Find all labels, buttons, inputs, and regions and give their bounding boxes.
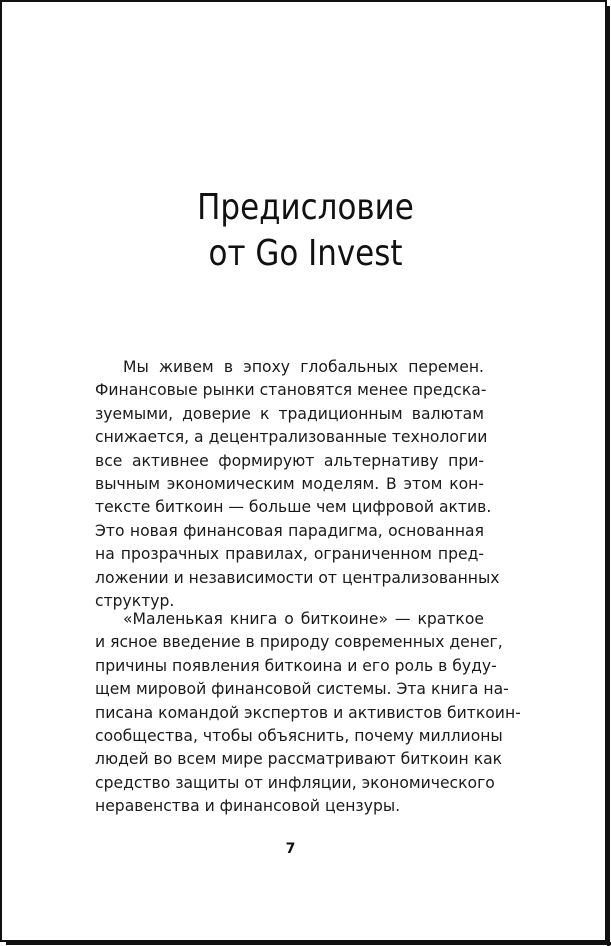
paragraph-line: ложении и независимости от централизованных xyxy=(95,568,500,587)
paragraph-2 xyxy=(95,608,521,819)
paragraph-line: все активнее формируют альтернативу при- xyxy=(95,451,484,470)
paragraph-line: Мы живем в эпоху глобальных перемен. xyxy=(123,358,484,376)
paragraph-line: структур. xyxy=(95,591,175,610)
chapter-title-line-1: Предисловие xyxy=(197,187,414,228)
paragraph-line: Это новая финансовая парадигма, основанная xyxy=(95,521,484,540)
paragraph-line: Финансовые рынки становятся менее предска- xyxy=(95,381,487,400)
paragraph-line: причины появления биткоина и его роль в буду- xyxy=(95,656,497,675)
paragraph-line: неравенства и финансовой цензуры. xyxy=(95,797,401,816)
paragraph-line: вычным экономическим моделям. В этом кон- xyxy=(95,474,484,493)
paragraph-line: сообщества, чтобы объяснить, почему миллионы xyxy=(95,726,503,745)
paragraph-1 xyxy=(95,356,500,613)
paragraph-line: на прозрачных правилах, ограниченном пред- xyxy=(95,545,484,564)
paragraph-line: писана командой экспертов и активистов биткоин- xyxy=(95,703,521,722)
paragraph-line: «Маленькая книга о биткоине» — краткое xyxy=(123,610,484,628)
paragraph-line: щем мировой финансовой системы. Эта книга на- xyxy=(95,680,509,699)
paragraph-line: зуемыми, доверие к традиционным валютам xyxy=(95,404,484,423)
page-number: 7 xyxy=(285,841,296,857)
paragraph-line: тексте биткоин — больше чем цифровой актив. xyxy=(95,498,492,517)
paragraph-line: людей во всем мире рассматривают биткоин как xyxy=(95,750,503,769)
paragraph-line: снижается, а децентрализованные технологии xyxy=(95,428,488,447)
chapter-title-line-2: от Go Invest xyxy=(208,233,403,274)
paragraph-line: средство защиты от инфляции, экономического xyxy=(95,773,495,792)
paragraph-line: и ясное введение в природу современных денег, xyxy=(95,633,503,652)
